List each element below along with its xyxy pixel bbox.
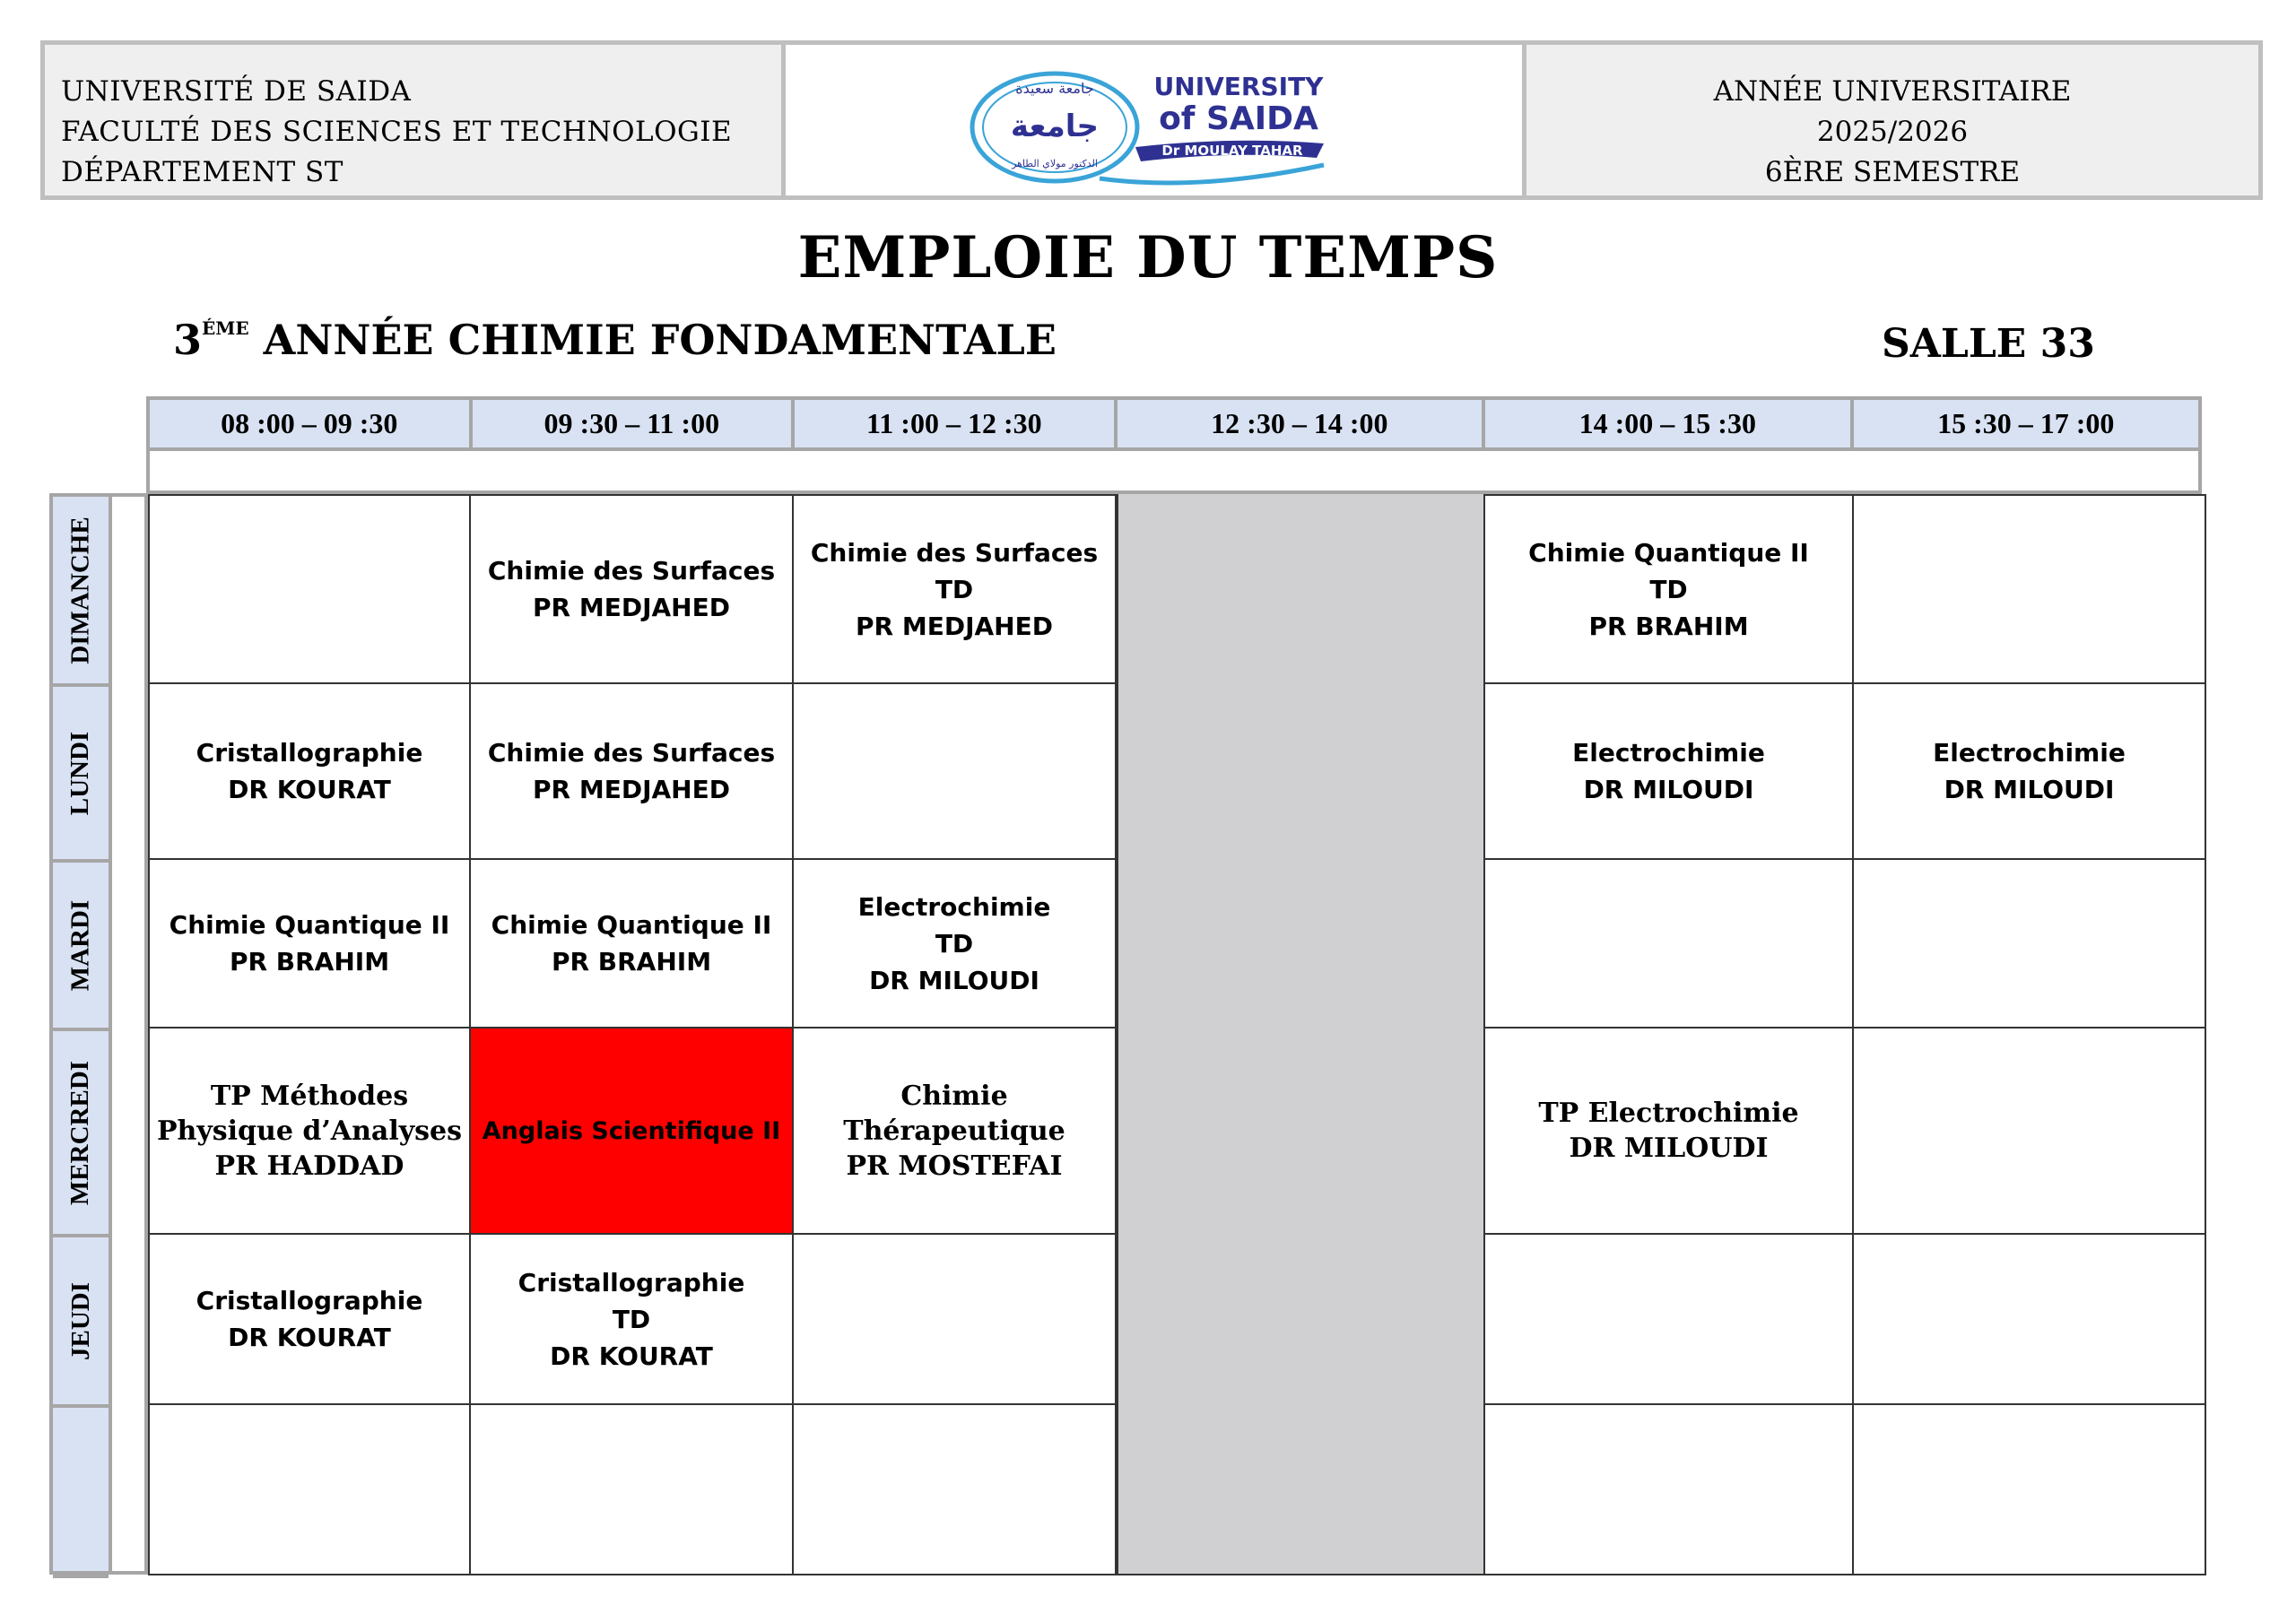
course-name: Anglais Scientifique II: [482, 1116, 781, 1145]
course-detail: PR MEDJAHED: [533, 775, 730, 804]
course-cell-dimanche-slot-6: [1854, 494, 2206, 684]
subtitle-rest: ANNÉE CHIMIE FONDAMENTALE: [248, 316, 1057, 364]
course-cell-jeudi-slot-5: [1485, 1235, 1854, 1405]
day-label-mercredi: [53, 1031, 109, 1237]
course-detail: DR KOURAT: [228, 775, 391, 804]
time-slot-4: 12 :30 – 14 :00: [1118, 400, 1485, 447]
course-detail: TD: [612, 1304, 651, 1334]
course-cell-jeudi-slot-3: [794, 1235, 1117, 1405]
course-detail: DR KOURAT: [550, 1341, 713, 1371]
course-name: Chimie Quantique II: [169, 910, 450, 940]
time-slot-6: 15 :30 – 17 :00: [1854, 400, 2198, 447]
course-cell-jeudi-slot-6: [1854, 1235, 2206, 1405]
day-label-text: LUNDI: [65, 731, 95, 815]
course-cell-mercredi-slot-3: [794, 1028, 1117, 1235]
course-cell-mardi-slot-1: [148, 860, 471, 1028]
day-gap-column: [112, 493, 148, 1575]
subtitle-prefix: 3: [173, 316, 203, 364]
day-label-dimanche: [53, 497, 109, 687]
course-cell-jeudi-slot-2: [471, 1235, 794, 1405]
academic-year-value: 2025/2026: [1816, 116, 1969, 148]
course-name: Electrochimie: [1933, 738, 2126, 768]
course-name: TP Méthodes: [210, 1080, 409, 1112]
semester-label: 6ÈRE SEMESTRE: [1764, 156, 2021, 188]
time-slot-2: 09 :30 – 11 :00: [473, 400, 796, 447]
course-name: Cristallographie: [196, 738, 423, 768]
university-logo: [965, 57, 1342, 192]
university-name: UNIVERSITÉ DE SAIDA: [61, 75, 412, 108]
lunch-break-block: [1117, 494, 1485, 1575]
logo-line-2: of SAIDA: [1159, 100, 1318, 137]
course-detail: PR MOSTEFAI: [846, 1150, 1063, 1182]
day-label-text: MERCREDI: [65, 1060, 95, 1205]
time-slot-header: [146, 396, 2202, 451]
logo-arabic-sub: الدكتور مولاي الطاهر: [1012, 158, 1098, 169]
course-name: Chimie: [900, 1080, 1008, 1112]
course-cell-mardi-slot-6: [1854, 860, 2206, 1028]
course-detail: TD: [1649, 574, 1688, 604]
course-cell-lundi-slot-5: [1485, 684, 1854, 860]
course-detail: DR MILOUDI: [1944, 775, 2115, 804]
course-name: Cristallographie: [517, 1267, 745, 1298]
logo-line-1: UNIVERSITY: [1153, 72, 1324, 101]
academic-year-block: [1526, 45, 2258, 195]
document-header: [40, 40, 2263, 200]
course-name: Chimie des Surfaces: [487, 738, 776, 768]
day-label-text: DIMANCHE: [65, 516, 95, 664]
subtitle-superscript: ÉME: [202, 317, 249, 339]
page-title: EMPLOIE DU TEMPS: [797, 224, 1499, 291]
course-detail: PR BRAHIM: [1588, 611, 1749, 641]
room-label: SALLE 33: [1882, 321, 2095, 367]
course-cell-dimanche-slot-1: [148, 494, 471, 684]
course-detail: PR BRAHIM: [551, 947, 712, 976]
course-detail: DR KOURAT: [228, 1323, 391, 1352]
class-subtitle: [173, 316, 1057, 364]
course-detail: DR MILOUDI: [869, 965, 1039, 995]
logo-block: [786, 45, 1526, 195]
course-cell-mardi-slot-3: [794, 860, 1117, 1028]
day-label-text: MARDI: [65, 899, 95, 991]
time-slot-3: 11 :00 – 12 :30: [795, 400, 1118, 447]
course-cell-blank-slot-5: [1485, 1405, 1854, 1575]
time-slot-5: 14 :00 – 15 :30: [1485, 400, 1853, 447]
course-cell-blank-slot-3: [794, 1405, 1117, 1575]
course-cell-jeudi-slot-1: [148, 1235, 471, 1405]
course-cell-lundi-slot-1: [148, 684, 471, 860]
course-cell-mercredi-slot-2: [471, 1028, 794, 1235]
course-cell-blank-slot-2: [471, 1405, 794, 1575]
spacer-row: [146, 451, 2202, 494]
logo-arabic-mark: جامعة: [1010, 108, 1100, 144]
course-name: TP Electrochimie: [1538, 1098, 1799, 1129]
course-name: Chimie Quantique II: [491, 910, 772, 940]
course-detail: Physique d’Analyses: [156, 1115, 463, 1147]
course-cell-mercredi-slot-6: [1854, 1028, 2206, 1235]
course-cell-dimanche-slot-3: [794, 494, 1117, 684]
course-cell-mardi-slot-5: [1485, 860, 1854, 1028]
logo-swoosh-shape: [1100, 165, 1324, 183]
course-detail: PR MEDJAHED: [856, 611, 1053, 641]
time-slot-1: 08 :00 – 09 :30: [150, 400, 473, 447]
day-label-mardi: [53, 863, 109, 1031]
day-label-text: JEUDI: [65, 1281, 95, 1360]
course-detail: DR MILOUDI: [1569, 1133, 1769, 1164]
course-cell-dimanche-slot-2: [471, 494, 794, 684]
course-cell-dimanche-slot-5: [1485, 494, 1854, 684]
course-detail: PR BRAHIM: [229, 947, 390, 976]
course-detail: TD: [935, 574, 974, 604]
course-name: Cristallographie: [196, 1286, 423, 1315]
course-detail: PR HADDAD: [214, 1150, 404, 1182]
course-name: Chimie Quantique II: [1528, 537, 1809, 568]
logo-arabic-name: جامعة سعيدة: [1015, 80, 1094, 97]
day-label-lundi: [53, 687, 109, 863]
course-cell-mardi-slot-2: [471, 860, 794, 1028]
institution-block: [45, 45, 786, 195]
day-label-blank: [53, 1408, 109, 1578]
course-name: Chimie des Surfaces: [810, 537, 1099, 568]
course-detail: Thérapeutique: [843, 1115, 1065, 1147]
faculty-name: FACULTÉ DES SCIENCES ET TECHNOLOGIE: [61, 116, 733, 148]
academic-year-label: ANNÉE UNIVERSITAIRE: [1713, 75, 2072, 108]
day-label-jeudi: [53, 1237, 109, 1408]
course-detail: PR MEDJAHED: [533, 593, 730, 622]
course-name: Electrochimie: [857, 891, 1051, 922]
course-cell-mercredi-slot-1: [148, 1028, 471, 1235]
course-cell-blank-slot-6: [1854, 1405, 2206, 1575]
course-name: Chimie des Surfaces: [487, 556, 776, 586]
course-cell-blank-slot-1: [148, 1405, 471, 1575]
logo-line-3: Dr MOULAY TAHAR: [1161, 143, 1303, 159]
course-cell-mercredi-slot-5: [1485, 1028, 1854, 1235]
course-detail: DR MILOUDI: [1583, 775, 1754, 804]
day-column: [49, 493, 112, 1575]
course-name: Electrochimie: [1572, 738, 1765, 768]
course-cell-lundi-slot-2: [471, 684, 794, 860]
course-cell-lundi-slot-6: [1854, 684, 2206, 860]
course-detail: TD: [935, 928, 974, 959]
course-cell-lundi-slot-3: [794, 684, 1117, 860]
department-name: DÉPARTEMENT ST: [61, 156, 344, 188]
